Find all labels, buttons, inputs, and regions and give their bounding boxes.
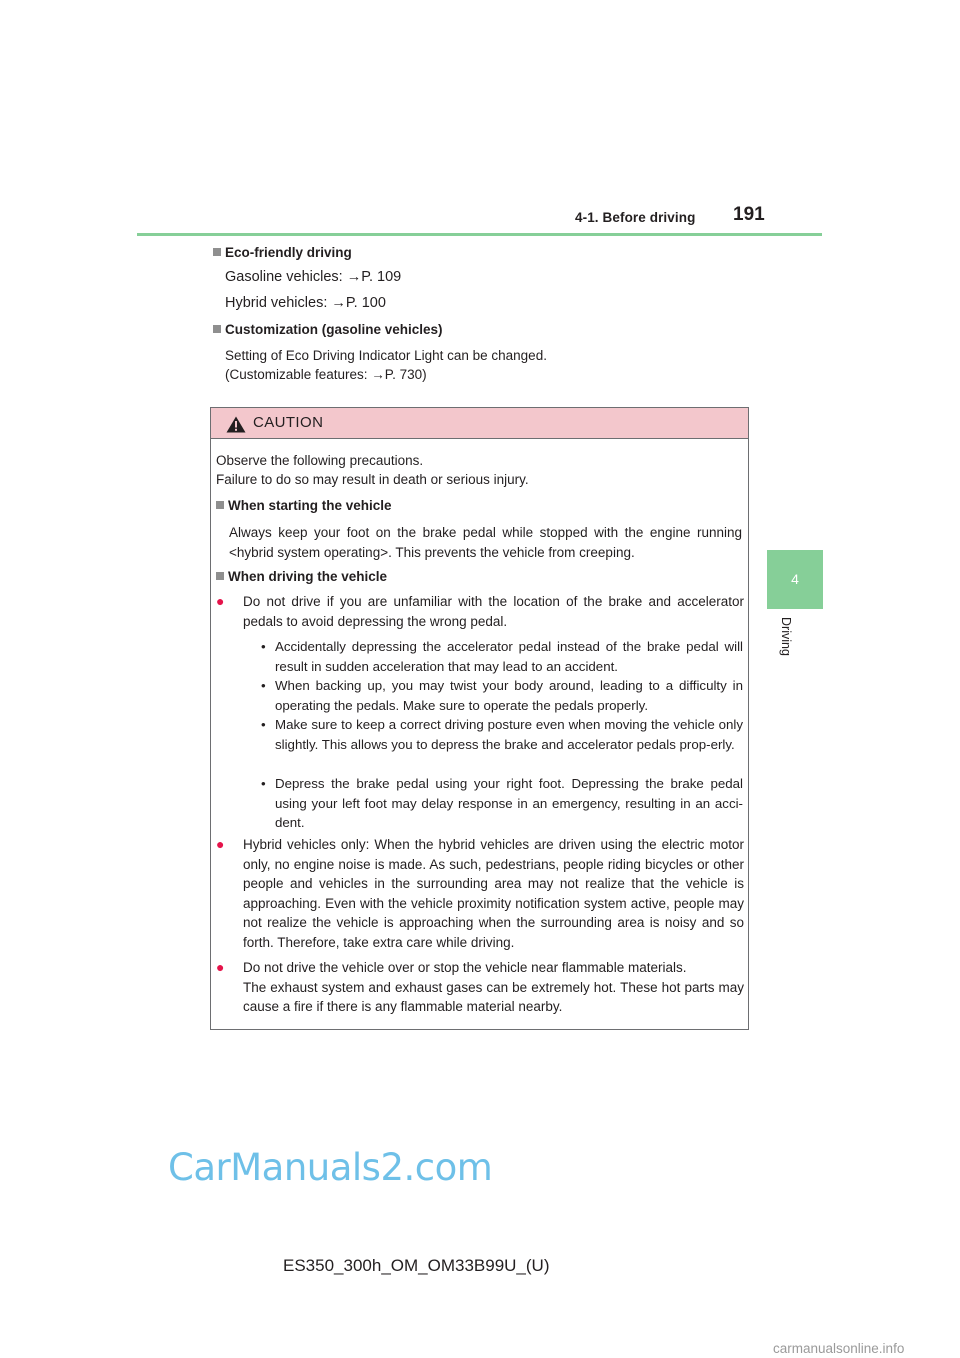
round-bullet-icon: ● xyxy=(216,593,225,609)
square-bullet-icon xyxy=(216,572,224,580)
eco-gasoline-ref: Gasoline vehicles: →P. 109 xyxy=(225,269,402,285)
caution-intro1: Observe the following precautions. xyxy=(216,453,424,468)
round-bullet-icon: ● xyxy=(216,959,225,975)
chapter-label: Driving xyxy=(779,617,793,656)
sub-bullet-item xyxy=(261,774,743,833)
square-bullet-icon xyxy=(213,248,221,256)
document-code: ES350_300h_OM_OM33B99U_(U) xyxy=(283,1256,550,1275)
sub-bullet-item xyxy=(261,715,743,754)
bullet-item xyxy=(216,835,744,952)
dot-bullet-icon: • xyxy=(261,717,266,732)
corner-watermark: carmanualsonline.info xyxy=(773,1341,905,1356)
starting-heading-row xyxy=(216,496,744,516)
sub-bullet-item xyxy=(261,676,743,715)
custom-line2: (Customizable features: →P. 730) xyxy=(225,367,427,382)
driving-heading-row xyxy=(216,567,744,587)
page-number: 191 xyxy=(733,204,765,225)
eco-hybrid-ref: Hybrid vehicles: →P. 100 xyxy=(225,295,386,311)
caution-title: CAUTION xyxy=(253,414,324,431)
sub-bullet-text: Accidentally depressing the accelerator pedal instead of the brake pedal will result in sudden acceleration that may lead to an accident. xyxy=(275,639,743,674)
sub-bullet-item xyxy=(261,637,743,676)
dot-bullet-icon: • xyxy=(261,639,266,654)
square-bullet-icon xyxy=(213,325,221,333)
dot-bullet-icon: • xyxy=(261,678,266,693)
starting-heading: When starting the vehicle xyxy=(228,498,392,513)
chapter-number: 4 xyxy=(791,571,799,587)
sub-bullet-text: When backing up, you may twist your body around, leading to a difficulty in operating the pedals. Make sure to operate the pedals properly. xyxy=(275,678,743,713)
sub-bullet-text: Make sure to keep a correct driving posture even when moving the vehicle only slightly. This allows you to depress the brake and accelerator pedals prop-erly. xyxy=(275,717,743,752)
watermark-logo: CarManuals2.com xyxy=(168,1146,493,1189)
custom-heading-row xyxy=(213,322,753,337)
bullet-text: Hybrid vehicles only: When the hybrid vehicles are driven using the electric motor only, no engine noise is made. As such, pedestrians, people riding bicycles or other people and vehicles in the surrounding area may not realize that the vehicle is approaching. Even with the vehicle proximity notification system active, people may not realize the vehicle is approaching when the surrounding area is noisy and so forth. Therefore, take extra care while driving. xyxy=(243,837,744,950)
bullet-text: Do not drive if you are unfamiliar with the location of the brake and accelerator pedals to avoid depressing the wrong pedal. xyxy=(243,594,744,629)
eco-heading-row xyxy=(213,245,753,260)
round-bullet-icon: ● xyxy=(216,836,225,852)
section-title: 4-1. Before driving xyxy=(575,210,696,225)
chapter-tab xyxy=(767,550,823,609)
bullet-text: Do not drive the vehicle over or stop the vehicle near flammable materials. xyxy=(243,960,687,975)
starting-text: Always keep your foot on the brake pedal while stopped with the engine running <hybrid system operating>. This prevents the vehicle from creeping. xyxy=(229,525,742,560)
sub-bullet-text: Depress the brake pedal using your right foot. Depressing the brake pedal using your left foot may delay response in an emergency, resulting in an acci-dent. xyxy=(275,776,743,830)
dot-bullet-icon: • xyxy=(261,776,266,791)
custom-heading: Customization (gasoline vehicles) xyxy=(225,322,443,337)
eco-heading: Eco-friendly driving xyxy=(225,245,352,260)
header-rule xyxy=(137,233,822,236)
bullet-item xyxy=(216,958,744,1017)
bullet-item xyxy=(216,592,744,631)
caution-intro2: Failure to do so may result in death or serious injury. xyxy=(216,472,529,487)
square-bullet-icon xyxy=(216,501,224,509)
warning-triangle-icon xyxy=(226,416,246,438)
driving-heading: When driving the vehicle xyxy=(228,569,388,584)
bullet-text-continued: The exhaust system and exhaust gases can be extremely hot. These hot parts may cause a fire if there is any flammable material nearby. xyxy=(243,979,744,1014)
caution-box xyxy=(210,407,749,1030)
caution-header xyxy=(211,408,748,439)
custom-line1: Setting of Eco Driving Indicator Light can be changed. xyxy=(225,348,547,363)
